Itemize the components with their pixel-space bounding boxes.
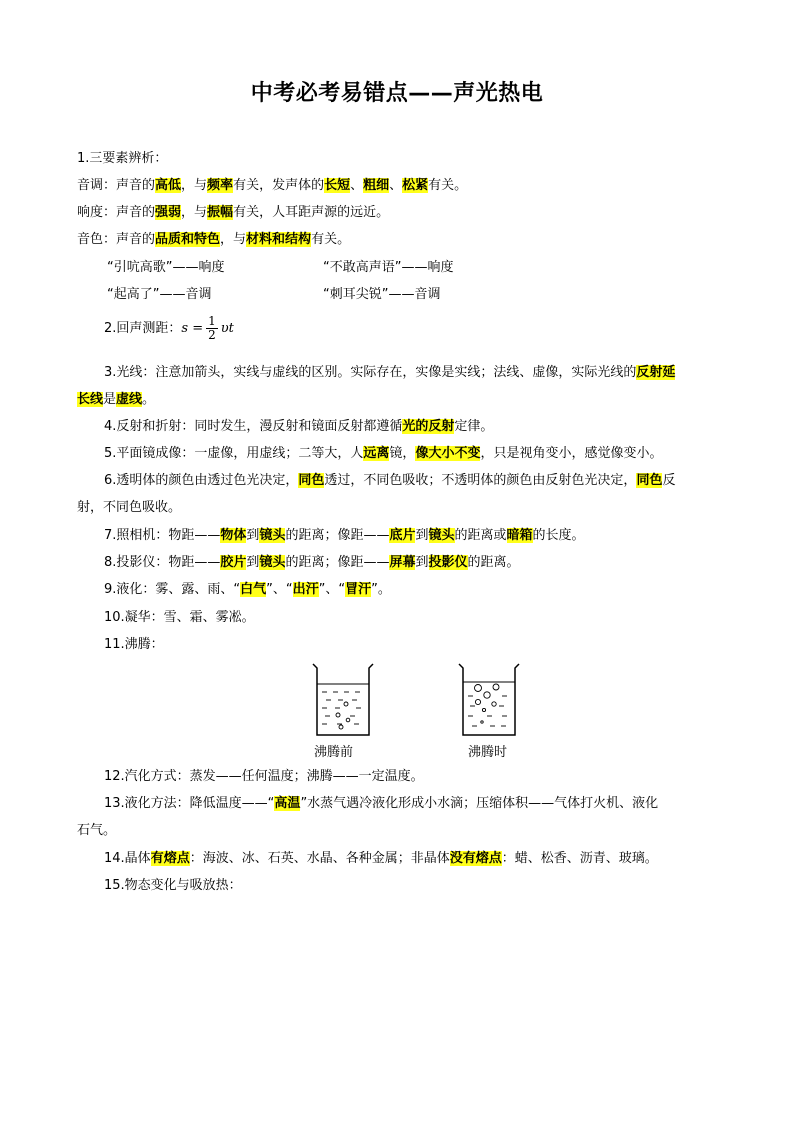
quote-1: “引吭高歌”——响度 [107, 260, 225, 275]
item-9: 9.液化：雾、露、雨、“白气”、“出汗”、“冒汗”。 [104, 582, 391, 597]
item-5: 5.平面镜成像：一虚像，用虚线；二等大，人远离镜，像大小不变，只是视角变小，感觉像变小。 [104, 446, 663, 461]
item-7: 7.照相机：物距——物体到镜头的距离；像距——底片到镜头的距离或暗箱的长度。 [104, 528, 585, 543]
item-14: 14.晶体有熔点：海波、冰、石英、水晶、各种金属；非晶体没有熔点：蜡、松香、沥青、玻璃。 [104, 851, 658, 866]
item-3-line-a: 3.光线：注意加箭头，实线与虚线的区别。实际存在，实像是实线；法线、虚像，实际光线的反射延 [104, 365, 676, 380]
item-3-line-b: 长线是虚线。 [77, 392, 156, 407]
quote-3: “起高了”——音调 [107, 287, 212, 302]
beaker-before-label: 沸腾前 [314, 745, 354, 760]
item-11: 11.沸腾： [104, 637, 164, 652]
item-2-echo: 2.回声测距：s = $\frac{1}{2}$ υt [104, 314, 234, 342]
beaker-boiling-label: 沸腾时 [468, 745, 508, 760]
quote-4: “刺耳尖锐”——音调 [323, 287, 441, 302]
item-12: 12.汽化方式：蒸发——任何温度；沸腾——一定温度。 [104, 769, 424, 784]
item-13-line-b: 石气。 [77, 823, 117, 838]
beaker-boiling [454, 660, 524, 740]
timbre-line: 音色：声音的品质和特色，与材料和结构有关。 [77, 232, 351, 247]
fraction: $\frac{1}{2}$ [208, 314, 216, 342]
pitch-line: 音调：声音的高低，与频率有关，发声体的长短、粗细、松紧有关。 [77, 178, 468, 193]
item-8: 8.投影仪：物距——胶片到镜头的距离；像距——屏幕到投影仪的距离。 [104, 555, 520, 570]
loudness-line: 响度：声音的强弱，与振幅有关，人耳距声源的远近。 [77, 205, 390, 220]
item-4: 4.反射和折射：同时发生，漫反射和镜面反射都遵循光的反射定律。 [104, 419, 494, 434]
quote-2: “不敢高声语”——响度 [323, 260, 454, 275]
page-title: 中考必考易错点——声光热电 [250, 81, 544, 106]
beaker-before-boiling [308, 660, 378, 740]
item-15: 15.物态变化与吸放热： [104, 878, 242, 893]
item-6-line-b: 射，不同色吸收。 [77, 500, 182, 515]
item-1: 1.三要素辨析： [77, 151, 168, 166]
item-10: 10.凝华：雪、霜、雾凇。 [104, 610, 255, 625]
item-6-line-a: 6.透明体的颜色由透过色光决定，同色透过，不同色吸收；不透明体的颜色由反射色光决定，同色反 [104, 473, 676, 488]
item-13-line-a: 13.液化方法：降低温度——“高温”水蒸气遇冷液化形成小水滴；压缩体积——气体打火机、液化 [104, 796, 659, 811]
